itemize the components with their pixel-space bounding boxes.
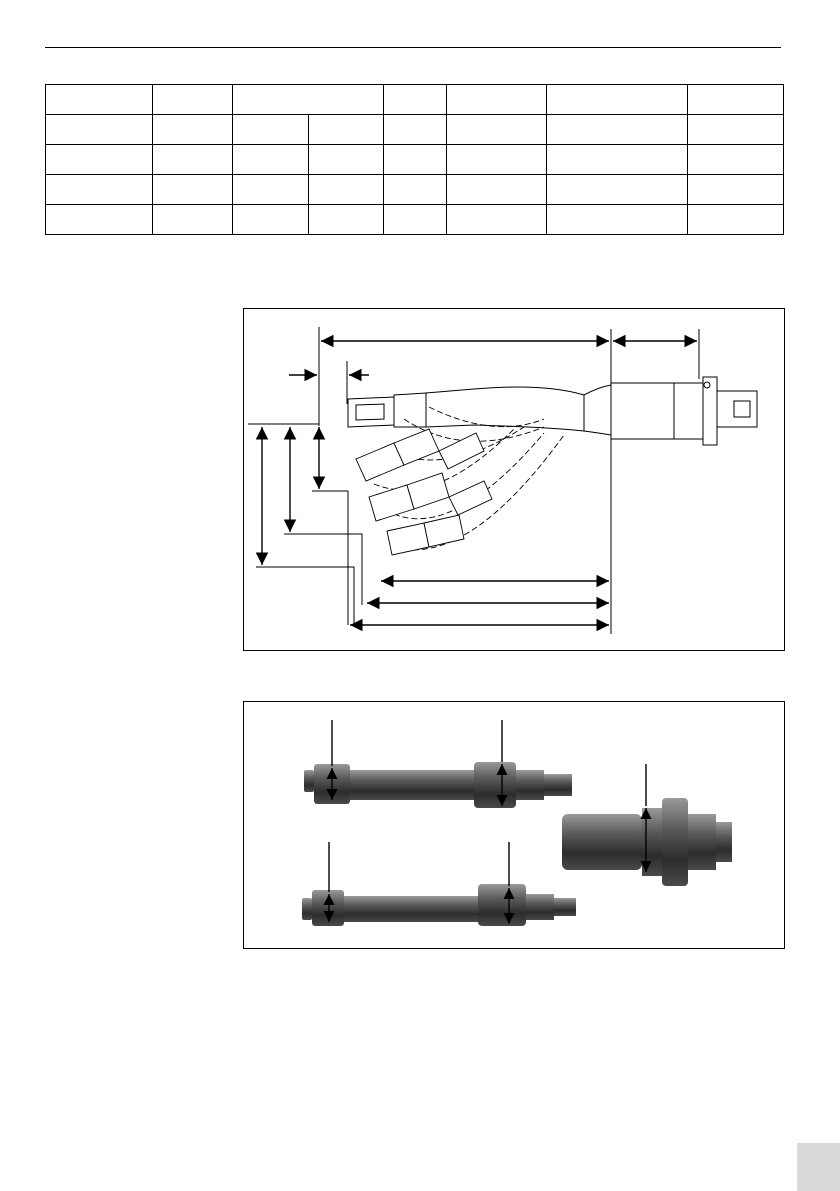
table-cell: [153, 115, 233, 145]
table-cell: [547, 85, 688, 115]
angle-attachment-drawing: [244, 309, 784, 650]
header-rule: [45, 47, 781, 48]
table-cell: [447, 85, 547, 115]
table-header-row: [46, 85, 784, 115]
handpiece-bottom: [302, 884, 576, 926]
table-row: [46, 145, 784, 175]
table-cell: [384, 205, 447, 235]
table-cell: [384, 145, 447, 175]
table-cell: [688, 115, 784, 145]
table-cell: [46, 85, 153, 115]
handpiece-illustration: [244, 702, 784, 948]
angled-heads-outlines: [356, 429, 492, 555]
table-cell: [153, 175, 233, 205]
table-cell: [309, 205, 384, 235]
table-cell: [309, 145, 384, 175]
table-cell: [688, 205, 784, 235]
table-cell: [153, 85, 233, 115]
table-cell: [46, 175, 153, 205]
table-cell: [547, 175, 688, 205]
table-cell: [384, 175, 447, 205]
spec-table: [45, 84, 784, 235]
table-cell: [547, 115, 688, 145]
table-cell: [447, 145, 547, 175]
extension-lines: [248, 327, 699, 634]
table-cell: [233, 85, 384, 115]
table-cell: [153, 145, 233, 175]
table-cell: [688, 145, 784, 175]
table-row: [46, 175, 784, 205]
table-cell: [447, 115, 547, 145]
table-cell: [384, 115, 447, 145]
table-cell: [447, 175, 547, 205]
table-cell: [233, 205, 309, 235]
table-cell: [233, 145, 309, 175]
table-row: [46, 205, 784, 235]
table-cell: [384, 85, 447, 115]
page-tab: [797, 1143, 840, 1191]
table-cell: [309, 115, 384, 145]
handpiece-top: [304, 762, 572, 808]
table-cell: [233, 175, 309, 205]
table-cell: [46, 115, 153, 145]
motor-coupling: [562, 798, 732, 886]
table-cell: [46, 145, 153, 175]
dimension-drawing-figure: [243, 308, 785, 651]
table-cell: [447, 205, 547, 235]
table-cell: [309, 175, 384, 205]
handpiece-outline: [348, 377, 757, 445]
table-cell: [688, 85, 784, 115]
table-cell: [153, 205, 233, 235]
table-cell: [547, 205, 688, 235]
handpiece-illustration-figure: [243, 701, 785, 949]
table-cell: [547, 145, 688, 175]
table-row: [46, 115, 784, 145]
table-cell: [46, 205, 153, 235]
table-cell: [688, 175, 784, 205]
table-cell: [233, 115, 309, 145]
